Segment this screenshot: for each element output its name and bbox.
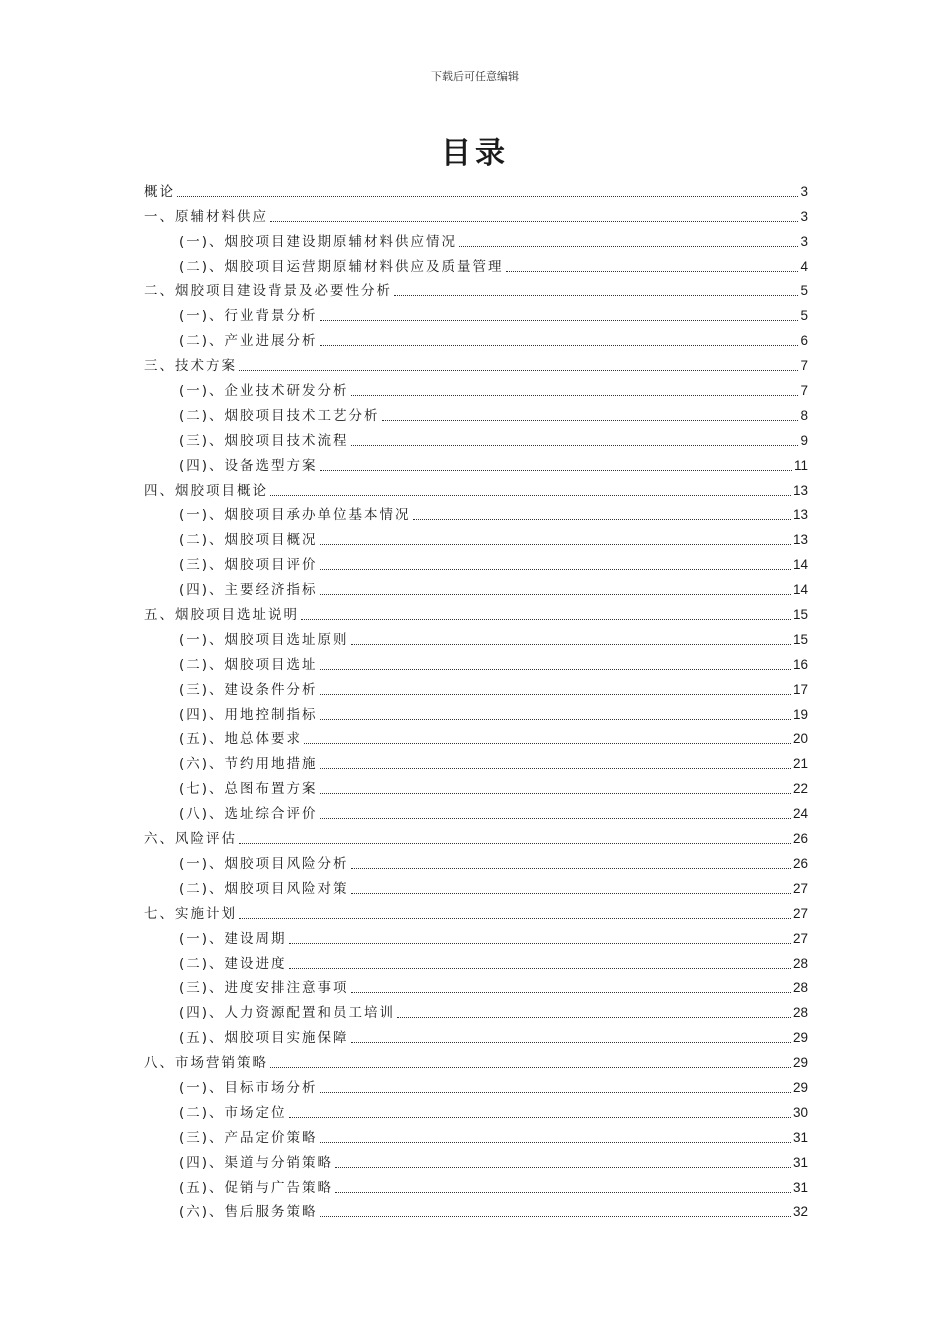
toc-entry-label: (一)、烟胶项目建设期原辅材料供应情况	[179, 233, 458, 250]
toc-entry-page: 22	[792, 781, 808, 797]
toc-entry[interactable]	[144, 500, 808, 525]
toc-entry-label: (三)、烟胶项目技术流程	[179, 432, 349, 449]
dot-leader	[351, 868, 791, 869]
toc-entry[interactable]	[144, 798, 808, 823]
toc-entry-page: 20	[792, 731, 808, 747]
toc-entry-page: 30	[792, 1104, 808, 1120]
toc-entry-page: 16	[792, 656, 808, 672]
dot-leader	[351, 644, 791, 645]
toc-entry-label: (五)、促销与广告策略	[179, 1179, 334, 1196]
toc-entry-page: 24	[792, 806, 808, 822]
toc-entry-label: (四)、主要经济指标	[179, 582, 318, 599]
toc-entry-page: 27	[792, 930, 808, 946]
toc-entry[interactable]	[144, 1022, 808, 1047]
toc-entry-label: (一)、目标市场分析	[179, 1079, 318, 1096]
toc-entry-page: 31	[792, 1179, 808, 1195]
toc-entry[interactable]	[144, 1172, 808, 1197]
toc-entry-page: 29	[792, 1079, 808, 1095]
toc-entry-page: 5	[800, 308, 808, 324]
toc-entry[interactable]	[144, 524, 808, 549]
toc-entry-page: 3	[800, 183, 808, 199]
toc-entry[interactable]	[144, 1197, 808, 1222]
toc-entry-label: 二、烟胶项目建设背景及必要性分析	[144, 283, 392, 300]
toc-entry-label: (四)、人力资源配置和员工培训	[179, 1005, 396, 1022]
toc-entry-page: 13	[792, 482, 808, 498]
dot-leader	[239, 370, 798, 371]
dot-leader	[320, 345, 799, 346]
toc-entry-page: 28	[792, 1005, 808, 1021]
toc-entry-label: (八)、选址综合评价	[179, 806, 318, 823]
toc-entry[interactable]	[144, 773, 808, 798]
toc-entry-page: 7	[800, 358, 808, 374]
toc-entry-label: (二)、烟胶项目选址	[179, 656, 318, 673]
dot-leader	[289, 968, 791, 969]
toc-entry[interactable]	[144, 649, 808, 674]
toc-entry-page: 3	[800, 208, 808, 224]
toc-entry-label: (四)、设备选型方案	[179, 457, 318, 474]
dot-leader	[289, 1117, 791, 1118]
header-note: 下载后可任意编辑	[431, 70, 519, 83]
toc-entry-page: 27	[792, 905, 808, 921]
toc-entry-label: (一)、建设周期	[179, 930, 287, 947]
toc-entry[interactable]	[144, 699, 808, 724]
toc-entry-label: (二)、烟胶项目运营期原辅材料供应及质量管理	[179, 258, 504, 275]
toc-entry[interactable]	[144, 1047, 808, 1072]
toc-entry-label: (一)、烟胶项目选址原则	[179, 631, 349, 648]
dot-leader	[382, 420, 799, 421]
toc-entry-label: 六、风险评估	[144, 831, 237, 848]
toc-entry-label: (一)、企业技术研发分析	[179, 383, 349, 400]
toc-entry-label: (二)、烟胶项目概况	[179, 532, 318, 549]
toc-entry-label: (一)、行业背景分析	[179, 308, 318, 325]
toc-entry-label: (三)、进度安排注意事项	[179, 980, 349, 997]
dot-leader	[320, 793, 791, 794]
toc-entry-label: (二)、市场定位	[179, 1104, 287, 1121]
dot-leader	[304, 743, 791, 744]
dot-leader	[335, 1192, 791, 1193]
dot-leader	[320, 1092, 791, 1093]
toc-entry-label: (五)、烟胶项目实施保障	[179, 1030, 349, 1047]
dot-leader	[320, 594, 791, 595]
dot-leader	[320, 544, 791, 545]
dot-leader	[413, 519, 791, 520]
toc-entry[interactable]	[144, 599, 808, 624]
toc-entry-label: 八、市场营销策略	[144, 1055, 268, 1072]
dot-leader	[270, 221, 798, 222]
toc-entry-label: (三)、产品定价策略	[179, 1129, 318, 1146]
toc-entry-page: 28	[792, 955, 808, 971]
dot-leader	[397, 1017, 791, 1018]
dot-leader	[320, 694, 791, 695]
toc-entry[interactable]	[144, 1097, 808, 1122]
toc-entry[interactable]	[144, 350, 808, 375]
toc-entry[interactable]	[144, 923, 808, 948]
toc-entry[interactable]	[144, 948, 808, 973]
dot-leader	[177, 196, 798, 197]
dot-leader	[320, 470, 792, 471]
toc-entry-page: 31	[792, 1154, 808, 1170]
toc-entry-page: 15	[792, 607, 808, 623]
toc-entry[interactable]	[144, 276, 808, 301]
toc-entry-label: (一)、烟胶项目风险分析	[179, 855, 349, 872]
toc-entry-label: 七、实施计划	[144, 905, 237, 922]
dot-leader	[239, 918, 791, 919]
toc-entry[interactable]	[144, 475, 808, 500]
toc-entry-page: 4	[800, 258, 808, 274]
toc-entry[interactable]	[144, 624, 808, 649]
toc-entry[interactable]	[144, 375, 808, 400]
toc-entry-page: 19	[792, 706, 808, 722]
toc-entry[interactable]	[144, 425, 808, 450]
dot-leader	[351, 992, 791, 993]
toc-entry-page: 17	[792, 681, 808, 697]
toc-entry[interactable]	[144, 973, 808, 998]
toc-entry-page: 29	[792, 1030, 808, 1046]
dot-leader	[394, 295, 798, 296]
toc-entry-page: 11	[793, 457, 808, 473]
toc-entry[interactable]	[144, 823, 808, 848]
toc-entry-page: 8	[800, 407, 808, 423]
dot-leader	[351, 1042, 791, 1043]
toc-entry[interactable]	[144, 848, 808, 873]
toc-entry-page: 13	[792, 532, 808, 548]
toc-entry[interactable]	[144, 201, 808, 226]
toc-entry[interactable]	[144, 325, 808, 350]
toc-entry-label: (一)、烟胶项目承办单位基本情况	[179, 507, 411, 524]
dot-leader	[320, 320, 799, 321]
toc-entry[interactable]	[144, 251, 808, 276]
toc-entry-page: 15	[792, 631, 808, 647]
toc-entry-page: 29	[792, 1055, 808, 1071]
toc-entry-page: 14	[792, 582, 808, 598]
toc-entry-page: 32	[792, 1204, 808, 1220]
dot-leader	[351, 893, 791, 894]
dot-leader	[351, 445, 799, 446]
toc-entry[interactable]	[144, 176, 808, 201]
toc-entry[interactable]	[144, 724, 808, 749]
toc-entry-page: 6	[800, 333, 808, 349]
toc-entry[interactable]	[144, 1122, 808, 1147]
toc-entry-page: 26	[792, 855, 808, 871]
toc-entry[interactable]	[144, 400, 808, 425]
toc-entry[interactable]	[144, 226, 808, 251]
toc-entry[interactable]	[144, 997, 808, 1022]
dot-leader	[320, 818, 791, 819]
toc-entry-label: 五、烟胶项目选址说明	[144, 607, 299, 624]
toc-entry[interactable]	[144, 574, 808, 599]
toc-entry[interactable]	[144, 1072, 808, 1097]
dot-leader	[320, 1142, 791, 1143]
toc-entry-label: (六)、售后服务策略	[179, 1204, 318, 1221]
toc-entry-label: 三、技术方案	[144, 358, 237, 375]
toc-entry[interactable]	[144, 549, 808, 574]
dot-leader	[270, 495, 791, 496]
toc-entry-page: 28	[792, 980, 808, 996]
dot-leader	[506, 271, 799, 272]
toc-entry-label: (二)、建设进度	[179, 955, 287, 972]
toc-entry-label: (二)、产业进展分析	[179, 333, 318, 350]
dot-leader	[459, 246, 798, 247]
toc-title: 目录	[441, 136, 509, 171]
toc-entry-label: (六)、节约用地措施	[179, 756, 318, 773]
toc-entry-label: 四、烟胶项目概论	[144, 482, 268, 499]
toc-entry[interactable]	[144, 450, 808, 475]
dot-leader	[270, 1067, 791, 1068]
dot-leader	[335, 1167, 791, 1168]
toc-entry-label: (四)、用地控制指标	[179, 706, 318, 723]
toc-entry-label: (七)、总图布置方案	[179, 781, 318, 798]
table-of-contents	[144, 176, 808, 1221]
toc-entry[interactable]	[144, 873, 808, 898]
toc-entry[interactable]	[144, 300, 808, 325]
dot-leader	[289, 943, 791, 944]
toc-entry-page: 7	[800, 383, 808, 399]
toc-entry-label: (二)、烟胶项目技术工艺分析	[179, 407, 380, 424]
dot-leader	[320, 569, 791, 570]
toc-entry-page: 31	[792, 1129, 808, 1145]
toc-entry-page: 3	[800, 233, 808, 249]
toc-entry-label: (五)、地总体要求	[179, 731, 303, 748]
dot-leader	[239, 843, 791, 844]
toc-entry[interactable]	[144, 748, 808, 773]
toc-entry[interactable]	[144, 1147, 808, 1172]
toc-entry[interactable]	[144, 898, 808, 923]
dot-leader	[351, 395, 799, 396]
toc-entry-page: 5	[800, 283, 808, 299]
toc-entry-label: 概论	[144, 183, 175, 200]
dot-leader	[301, 619, 791, 620]
toc-entry[interactable]	[144, 674, 808, 699]
dot-leader	[320, 669, 791, 670]
toc-entry-label: (三)、建设条件分析	[179, 681, 318, 698]
toc-entry-label: 一、原辅材料供应	[144, 208, 268, 225]
toc-entry-label: (二)、烟胶项目风险对策	[179, 880, 349, 897]
toc-entry-page: 27	[792, 880, 808, 896]
dot-leader	[320, 768, 791, 769]
dot-leader	[320, 1216, 791, 1217]
toc-entry-page: 21	[792, 756, 808, 772]
toc-entry-page: 26	[792, 831, 808, 847]
toc-entry-label: (四)、渠道与分销策略	[179, 1154, 334, 1171]
toc-entry-page: 14	[792, 557, 808, 573]
dot-leader	[320, 719, 791, 720]
toc-entry-page: 9	[800, 432, 808, 448]
toc-entry-page: 13	[792, 507, 808, 523]
toc-entry-label: (三)、烟胶项目评价	[179, 557, 318, 574]
